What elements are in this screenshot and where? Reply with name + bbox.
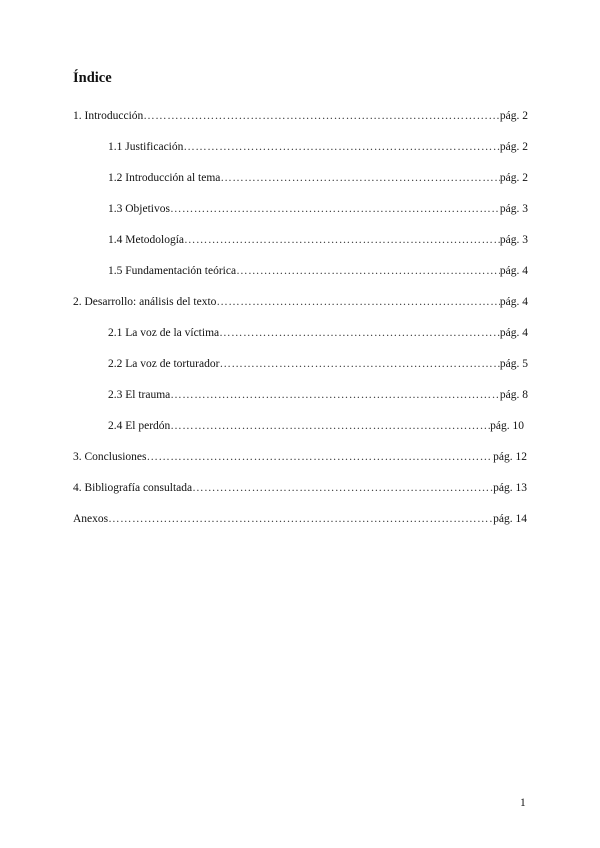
toc-entry-conclusiones[interactable] — [0, 448, 600, 479]
toc-entry-introduccion[interactable] — [0, 107, 600, 138]
table-of-contents — [0, 107, 600, 541]
page-number: 1 — [520, 797, 526, 809]
dot-leader — [183, 138, 500, 156]
dot-leader — [184, 231, 500, 249]
dot-leader — [170, 386, 500, 404]
toc-entry-page: pág. 13 — [493, 482, 527, 494]
dot-leader — [146, 448, 493, 466]
toc-entry-label: 1.5 Fundamentación teórica — [108, 265, 237, 277]
toc-entry-label: 2.2 La voz de torturador — [108, 358, 220, 370]
toc-entry-page: pág. 2 — [499, 172, 528, 184]
toc-entry-label: 1.2 Introducción al tema — [108, 172, 221, 184]
toc-entry-page: pág. 4 — [499, 296, 528, 308]
toc-entry-page: pág. 2 — [499, 110, 528, 122]
toc-entry-perdon[interactable] — [0, 417, 600, 448]
dot-leader — [170, 417, 490, 435]
toc-entry-page: pág. 10 — [490, 420, 524, 432]
toc-entry-label: 3. Conclusiones — [73, 451, 147, 463]
toc-entry-trauma[interactable] — [0, 386, 600, 417]
toc-entry-anexos[interactable] — [0, 510, 600, 541]
dot-leader — [170, 200, 500, 218]
dot-leader — [219, 324, 500, 342]
toc-entry-page: pág. 5 — [499, 358, 528, 370]
toc-entry-label: 2.4 El perdón — [108, 420, 171, 432]
toc-entry-page: pág. 4 — [499, 327, 528, 339]
toc-entry-label: 1. Introducción — [73, 110, 144, 122]
dot-leader — [236, 262, 500, 280]
toc-entry-label: 1.1 Justificación — [108, 141, 184, 153]
toc-entry-page: pág. 8 — [499, 389, 528, 401]
dot-leader — [219, 355, 499, 373]
toc-entry-desarrollo[interactable] — [0, 293, 600, 324]
toc-entry-label: 2.1 La voz de la víctima — [108, 327, 220, 339]
toc-entry-page: pág. 4 — [499, 265, 528, 277]
toc-entry-page: pág. 3 — [499, 203, 528, 215]
page-title: Índice — [73, 70, 112, 86]
toc-entry-label: 1.4 Metodología — [108, 234, 185, 246]
toc-entry-label: 4. Bibliografía consultada — [73, 482, 193, 494]
toc-entry-justificacion[interactable] — [0, 138, 600, 169]
toc-entry-metodologia[interactable] — [0, 231, 600, 262]
toc-entry-fundamentacion-teorica[interactable] — [0, 262, 600, 293]
toc-entry-voz-torturador[interactable] — [0, 355, 600, 386]
dot-leader — [216, 293, 499, 311]
dot-leader — [108, 510, 493, 528]
dot-leader — [192, 479, 493, 497]
dot-leader — [220, 169, 499, 187]
toc-entry-label: 2.3 El trauma — [108, 389, 171, 401]
toc-entry-label: Anexos — [73, 513, 109, 525]
toc-entry-page: pág. 14 — [493, 513, 527, 525]
dot-leader — [143, 107, 500, 125]
toc-entry-page: pág. 2 — [499, 141, 528, 153]
toc-entry-page: pág. 3 — [499, 234, 528, 246]
toc-entry-label: 1.3 Objetivos — [108, 203, 170, 215]
toc-entry-page: pág. 12 — [493, 451, 527, 463]
toc-entry-introduccion-al-tema[interactable] — [0, 169, 600, 200]
toc-entry-label: 2. Desarrollo: análisis del texto — [73, 296, 217, 308]
toc-entry-objetivos[interactable] — [0, 200, 600, 231]
toc-entry-voz-victima[interactable] — [0, 324, 600, 355]
toc-entry-bibliografia[interactable] — [0, 479, 600, 510]
